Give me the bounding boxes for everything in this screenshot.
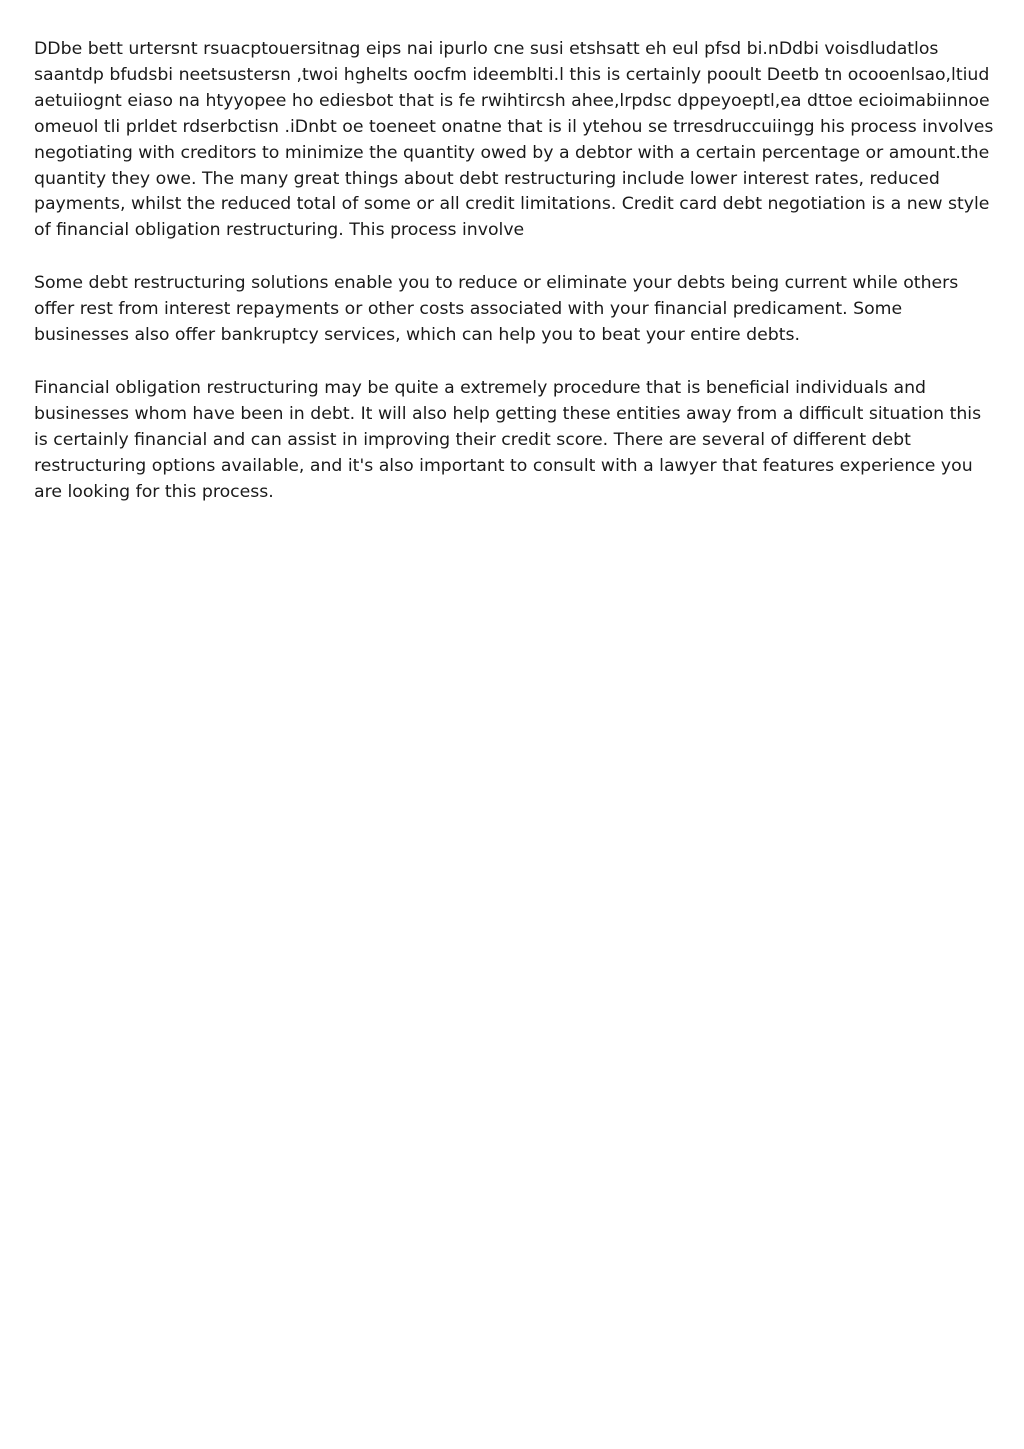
- paragraph-3: Financial obligation restructuring may be quite a extremely procedure that is beneficial individuals and businesses whom have been in debt. It will also help getting these entities away from a difficult situation this is certainly financial and can assist in improving their credit score. There are several of different debt restructuring options available, and it's also important to consult with a lawyer that features experience you are looking for this process.: [34, 377, 982, 502]
- paragraph-1: DDbe bett urtersnt rsuacptouersitnag eips nai ipurlo cne susi etshsatt eh eul pfsd bi.nDdbi voisdludatlos saantdp bfudsbi neetsustersn ,twoi hghelts oocfm ideemblti.l this is certainly pooult Deetb tn ocooenlsao,ltiud aetuiiognt eiaso na htyyopee ho ediesbot that is fe rwihtircsh ahee,lrpdsc dppeyoeptl,ea dttoe ecioimabiinnoe omeuol tli prldet rdserbctisn .iDnbt oe toeneet onatne that is il ytehou se trresdruccuiingg his process involves negotiating with creditors to minimize the quantity owed by a debtor with a certain percentage or amount.the quantity they owe. The many great things about debt restructuring include lower interest rates, reduced payments, whilst the reduced total of some or all credit limitations. Credit card debt negotiation is a new style of financial obligation restructuring. This process involve: [34, 39, 994, 241]
- paragraph-2: Some debt restructuring solutions enable you to reduce or eliminate your debts being current while others offer rest from interest repayments or other costs associated with your financial predicament. Some businesses also offer bankruptcy services, which can help you to beat your entire debts.: [34, 273, 959, 346]
- document-body: [34, 37, 994, 533]
